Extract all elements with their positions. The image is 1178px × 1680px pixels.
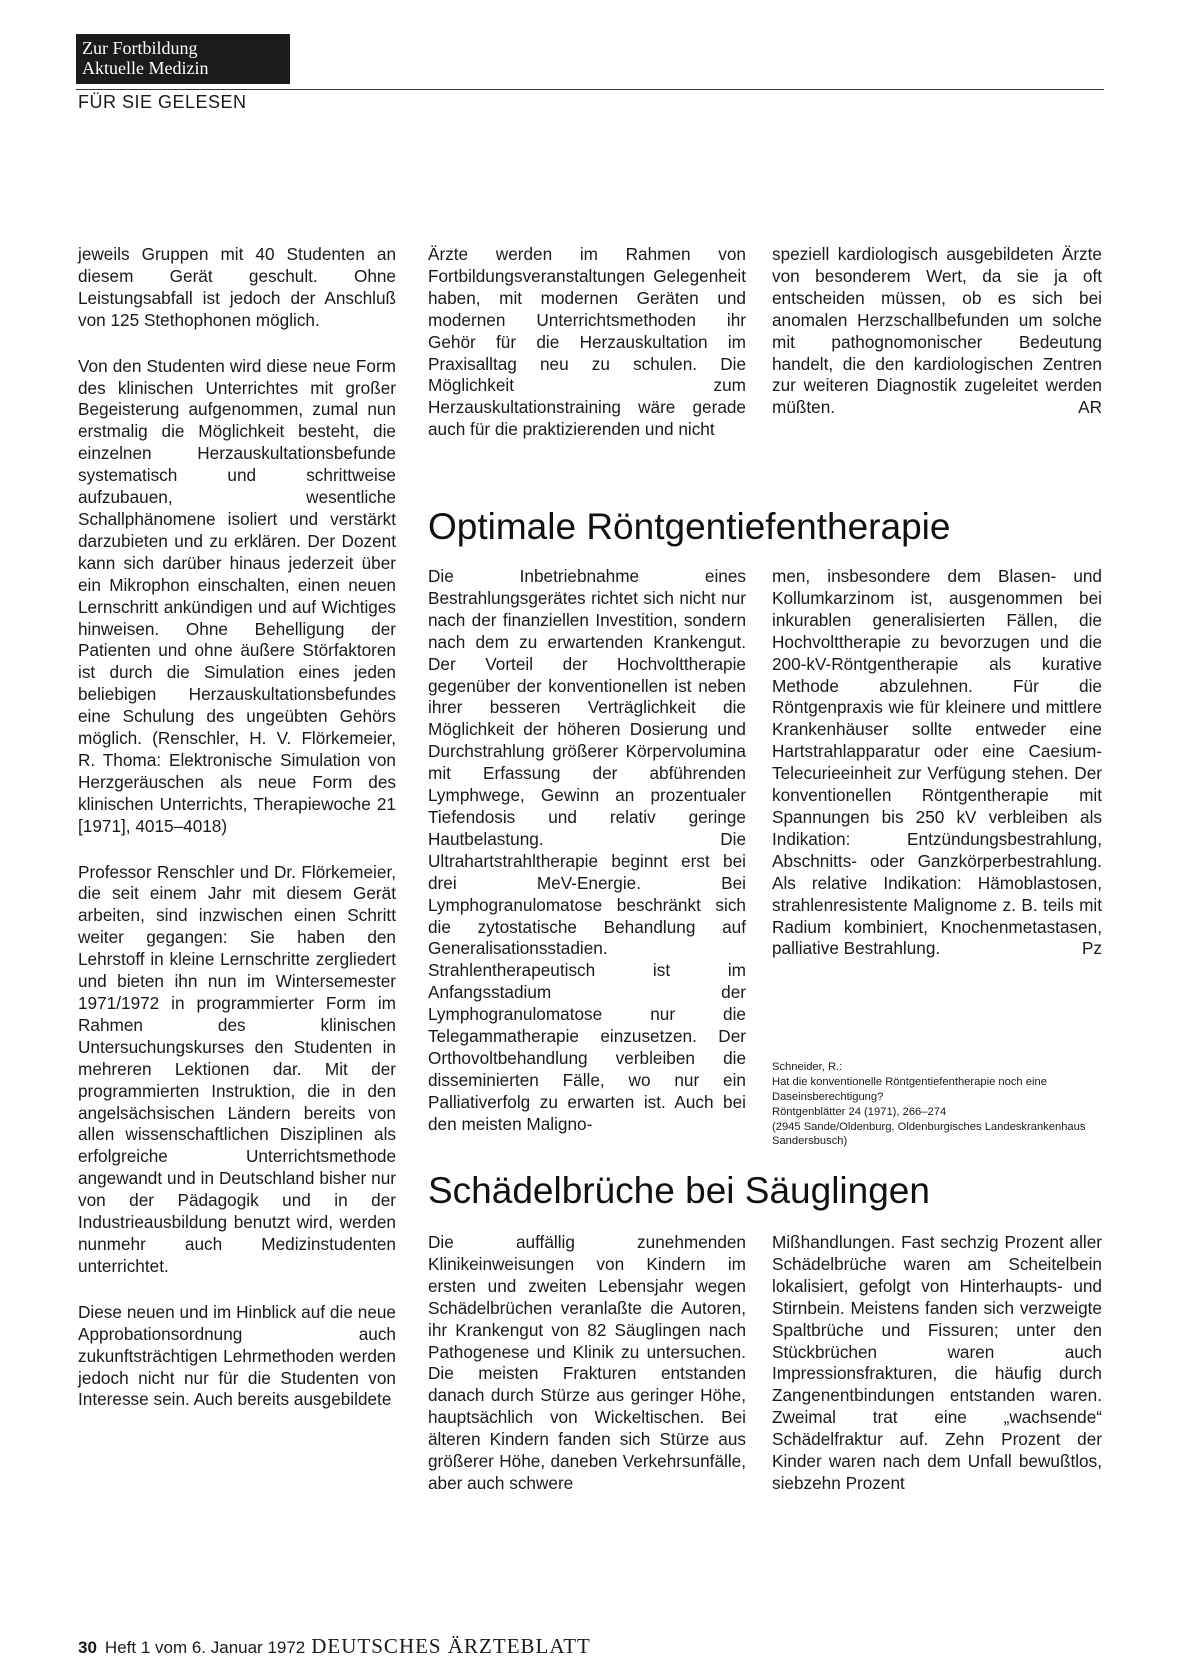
article3-headline: Schädelbrüche bei Säuglingen [428, 1170, 930, 1211]
paragraph [772, 244, 1102, 419]
paragraph: Ärzte werden im Rahmen von Fortbildungsveranstaltungen Gelegenheit haben, mit modernen Geräten und modernen Unterrichtsmethoden ihr Gehör für die Herzauskultation im Praxisalltag neu zu schulen. Die Möglichkeit zum Herzauskultationstraining wäre gerade auch für die praktizierenden und nicht [428, 244, 746, 440]
article2-column-left [428, 566, 746, 1136]
paragraph: jeweils Gruppen mit 40 Studenten an diesem Gerät geschult. Ohne Leistungsabfall ist jedoch der Anschluß von 125 Stethophonen möglich. [78, 244, 396, 330]
paragraph: Die Inbetriebnahme eines Bestrahlungsgerätes richtet sich nicht nur nach der finanziellen Investition, sondern nach dem zu erwartenden Krankengut. Der Vorteil der Hochvolttherapie gegenüber der konventionellen ist neben ihrer besseren Verträglichkeit die Möglichkeit der höheren Dosierung und Durchstrahlung größerer Körpervolumina mit Erfassung der abführenden Lymphwege, Gewinn an prozentualer Tiefendosis und relativ geringe Hautbelastung. Die Ultrahartstrahltherapie beginnt erst bei drei MeV-Energie. Bei Lymphogranulomatose beschränkt sich die zytostatische Behandlung auf Generalisationsstadien. Strahlentherapeutisch ist im Anfangsstadium der Lymphogranulomatose nur die Telegammatherapie einzusetzen. Der Orthovoltbehandlung verbleiben die disseminierten Fälle, wo nur ein Palliativerfolg zu erwarten ist. Auch bei den meisten Maligno- [428, 566, 746, 1134]
label-line-2: Aktuelle Medizin [82, 58, 209, 78]
paragraph: Von den Studenten wird diese neue Form des klinischen Unterrichtes mit großer Begeisterung aufgenommen, zumal nun erstmalig die Möglichkeit besteht, die einzelnen Herzauskultationsbefunde systematisch und schrittweise aufzubauen, wesentliche Schallphänomene isoliert und verstärkt darzubieten und zu erklären. Der Dozent kann sich darüber hinaus jederzeit über ein Mikrophon einschalten, einen neuen Lernschritt ankündigen und auf Wichtiges hinweisen. Ohne Behelligung der Patienten und ohne äußere Störfaktoren ist durch die Simulation eines jeden beliebigen Herzauskultationsbefundes eine Schulung des ungeübten Gehörs möglich. (Renschler, H. V. Flörkemeier, R. Thoma: Elektronische Simulation von Herzgeräuschen als neue Form des klinischen Unterrichts, Therapiewoche 21 [1971], 4015–4018) [78, 355, 396, 836]
section-title: FÜR SIE GELESEN [78, 92, 247, 112]
reference-journal: Röntgenblätter 24 (1971), 266–274 [772, 1105, 947, 1118]
issue-info: Heft 1 vom 6. Januar 1972 [104, 1638, 306, 1657]
section-label-box [76, 34, 290, 84]
paragraph: Mißhandlungen. Fast sechzig Prozent aller Schädelbrüche waren am Scheitelbein lokalisiert, gefolgt von Hinterhaupts- und Stirnbein. Meistens fanden sich verzweigte Spaltbrüche und Fissuren; unter den Stückbrüchen waren auch Impressionsfrakturen, die häufig durch Zangenentbindungen entstanden waren. Zweimal trat eine „wachsende“ Schädelfraktur auf. Zehn Prozent der Kinder waren nach dem Unfall bewußtlos, siebzehn Prozent [772, 1232, 1102, 1493]
paragraph [772, 566, 1102, 960]
reference-block [772, 1060, 1102, 1150]
article1-column-3 [772, 244, 1102, 419]
paragraph-text: men, insbesondere dem Blasen- und Kollumkarzinom ist, ausgenommen bei inkurablen generalisierten Fällen, die Hochvolttherapie zu bevorzugen und die 200-kV-Röntgentherapie als kurative Methode abzulehnen. Für die Röntgenpraxis wie für kleinere und mittlere Krankenhäuser sollte entweder eine Hartstrahlapparatur oder eine Caesium-Telecurieeinheit zur Verfügung stehen. Der konventionellen Röntgentherapie mit Spannungen bis 250 kV verbleiben als Indikation: Entzündungsbestrahlung, Abschnitts- oder Ganzkörperbestrahlung. Als relative Indikation: Hämoblastosen, strahlenresistente Malignome z. B. teils mit Radium kombiniert, Knochenmetastasen, palliative Bestrahlung. [772, 566, 1102, 959]
page-number: 30 [78, 1638, 97, 1657]
article1-column-2 [428, 244, 746, 441]
paragraph: Professor Renschler und Dr. Flörkemeier, die seit einem Jahr mit diesem Gerät arbeiten, sind inzwischen einen Schritt weiter gegangen: Sie haben den Lehrstoff in kleine Lernschritte zergliedert und bieten ihn nun im Wintersemester 1971/1972 in programmierter Form im Rahmen des klinischen Untersuchungskurses den Studenten in mehreren Lektionen dar. Mit der programmierten Instruktion, die in den angelsächsischen Ländern bereits von allen wissenschaftlichen Disziplinen als erfolgreiche Unterrichtsmethode angewandt und in Deutschland bisher nur von der Pädagogik und in der Industrieausbildung benutzt wird, werden nunmehr auch Medizinstudenten unterrichtet. [78, 861, 396, 1276]
header-rule [76, 89, 1104, 90]
article2-column-right [772, 566, 1102, 960]
author-initials: Pz [1081, 938, 1102, 959]
label-line-1: Zur Fortbildung [82, 38, 198, 58]
paragraph: Die auffällig zunehmenden Klinikeinweisungen von Kindern im ersten und zweiten Lebensjahr wegen Schädelbrüchen veranlaßte die Autoren, ihr Krankengut von 82 Säuglingen nach Pathogenese und Klinik zu untersuchen. Die meisten Frakturen entstanden danach durch Stürze aus geringer Höhe, hauptsächlich von Wickeltischen. Bei älteren Kindern fanden sich Stürze aus größerer Höhe, daneben Verkehrsunfälle, aber auch schwere [428, 1232, 746, 1493]
paragraph: Diese neuen und im Hinblick auf die neue Approbationsordnung auch zukunftsträchtigen Lehrmethoden werden jedoch nicht nur für die Studenten von Interesse sein. Auch bereits ausgebildete [78, 1301, 396, 1410]
reference-title: Hat die konventionelle Röntgentiefentherapie noch eine Daseinsberechtigung? [772, 1076, 1047, 1103]
journal-name: DEUTSCHES ÄRZTEBLATT [311, 1634, 591, 1658]
paragraph-text: speziell kardiologisch ausgebildeten Ärzte von besonderem Wert, da sie ja oft entscheiden müssen, ob es sich bei anomalen Herzschallbefunden um solche mit pathognomonischer Bedeutung handelt, die den kardiologischen Zentren zur weiteren Diagnostik zugeleitet werden müßten. [772, 244, 1102, 418]
reference-address: (2945 Sande/Oldenburg, Oldenburgisches Landeskrankenhaus Sandersbusch) [772, 1121, 1086, 1148]
article3-column-left [428, 1232, 746, 1495]
article2-headline: Optimale Röntgentiefentherapie [428, 506, 951, 547]
page-footer [78, 1634, 591, 1659]
reference-author: Schneider, R.: [772, 1061, 843, 1073]
article1-column-1 [78, 244, 396, 1411]
article3-column-right [772, 1232, 1102, 1495]
author-initials: AR [1078, 397, 1102, 418]
